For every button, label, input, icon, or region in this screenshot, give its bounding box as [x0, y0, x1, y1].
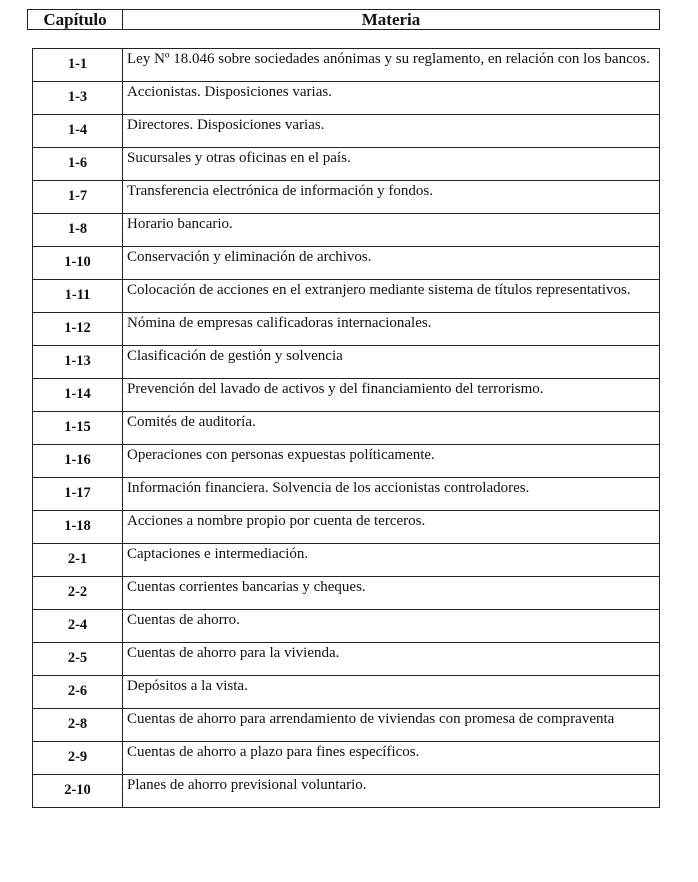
chapter-subject: Cuentas de ahorro a plazo para fines específicos. [123, 742, 660, 775]
table-row [33, 247, 660, 280]
chapter-subject: Comités de auditoría. [123, 412, 660, 445]
table-row [33, 313, 660, 346]
header-subject: Materia [361, 10, 421, 29]
chapter-subject: Clasificación de gestión y solvencia [123, 346, 660, 379]
chapter-number: 1-14 [33, 379, 123, 412]
chapter-subject: Accionistas. Disposiciones varias. [123, 82, 660, 115]
chapter-subject: Cuentas de ahorro. [123, 610, 660, 643]
chapter-number: 1-13 [33, 346, 123, 379]
table-row [33, 445, 660, 478]
chapter-number: 1-10 [33, 247, 123, 280]
chapter-subject: Cuentas de ahorro para arrendamiento de viviendas con promesa de compraventa [123, 709, 660, 742]
table-row [33, 742, 660, 775]
chapter-number: 1-4 [33, 115, 123, 148]
chapter-number: 2-9 [33, 742, 123, 775]
chapter-subject: Depósitos a la vista. [123, 676, 660, 709]
table-row [33, 511, 660, 544]
chapter-subject: Planes de ahorro previsional voluntario. [123, 775, 660, 808]
chapter-number: 1-6 [33, 148, 123, 181]
chapter-number: 1-8 [33, 214, 123, 247]
chapter-number: 2-1 [33, 544, 123, 577]
table-row [33, 214, 660, 247]
table-row [33, 610, 660, 643]
chapters-table [32, 48, 660, 808]
table-row [33, 478, 660, 511]
chapter-number: 1-16 [33, 445, 123, 478]
table-row [33, 676, 660, 709]
table-header [27, 9, 660, 30]
table-row [33, 148, 660, 181]
chapter-subject: Horario bancario. [123, 214, 660, 247]
chapter-subject: Operaciones con personas expuestas políticamente. [123, 445, 660, 478]
table-row [33, 82, 660, 115]
chapter-number: 2-4 [33, 610, 123, 643]
chapter-subject: Directores. Disposiciones varias. [123, 115, 660, 148]
chapter-number: 2-10 [33, 775, 123, 808]
chapter-number: 2-8 [33, 709, 123, 742]
table-row [33, 379, 660, 412]
table-row [33, 346, 660, 379]
chapter-subject: Prevención del lavado de activos y del financiamiento del terrorismo. [123, 379, 660, 412]
chapter-number: 1-11 [33, 280, 123, 313]
chapter-number: 2-2 [33, 577, 123, 610]
chapter-number: 1-17 [33, 478, 123, 511]
chapter-number: 1-7 [33, 181, 123, 214]
table-row [33, 115, 660, 148]
chapter-number: 1-1 [33, 49, 123, 82]
table-row [33, 544, 660, 577]
chapter-subject: Nómina de empresas calificadoras internacionales. [123, 313, 660, 346]
table-row [33, 775, 660, 808]
chapter-subject: Sucursales y otras oficinas en el país. [123, 148, 660, 181]
chapter-subject: Acciones a nombre propio por cuenta de terceros. [123, 511, 660, 544]
chapter-subject: Conservación y eliminación de archivos. [123, 247, 660, 280]
chapter-subject: Captaciones e intermediación. [123, 544, 660, 577]
chapter-number: 2-6 [33, 676, 123, 709]
chapter-number: 1-15 [33, 412, 123, 445]
table-row [33, 412, 660, 445]
table-row [33, 280, 660, 313]
table-row [33, 643, 660, 676]
chapter-subject: Colocación de acciones en el extranjero mediante sistema de títulos representativos. [123, 280, 660, 313]
chapter-number: 1-18 [33, 511, 123, 544]
chapter-subject: Cuentas de ahorro para la vivienda. [123, 643, 660, 676]
chapter-number: 1-3 [33, 82, 123, 115]
chapter-subject: Transferencia electrónica de información y fondos. [123, 181, 660, 214]
chapter-number: 1-12 [33, 313, 123, 346]
table-row [33, 181, 660, 214]
chapter-subject: Ley Nº 18.046 sobre sociedades anónimas y su reglamento, en relación con los bancos. [123, 49, 660, 82]
table-row [33, 709, 660, 742]
chapter-subject: Información financiera. Solvencia de los accionistas controladores. [123, 478, 660, 511]
table-row [33, 577, 660, 610]
chapter-subject: Cuentas corrientes bancarias y cheques. [123, 577, 660, 610]
header-chapter: Capítulo [28, 10, 123, 29]
chapter-number: 2-5 [33, 643, 123, 676]
table-row [33, 49, 660, 82]
